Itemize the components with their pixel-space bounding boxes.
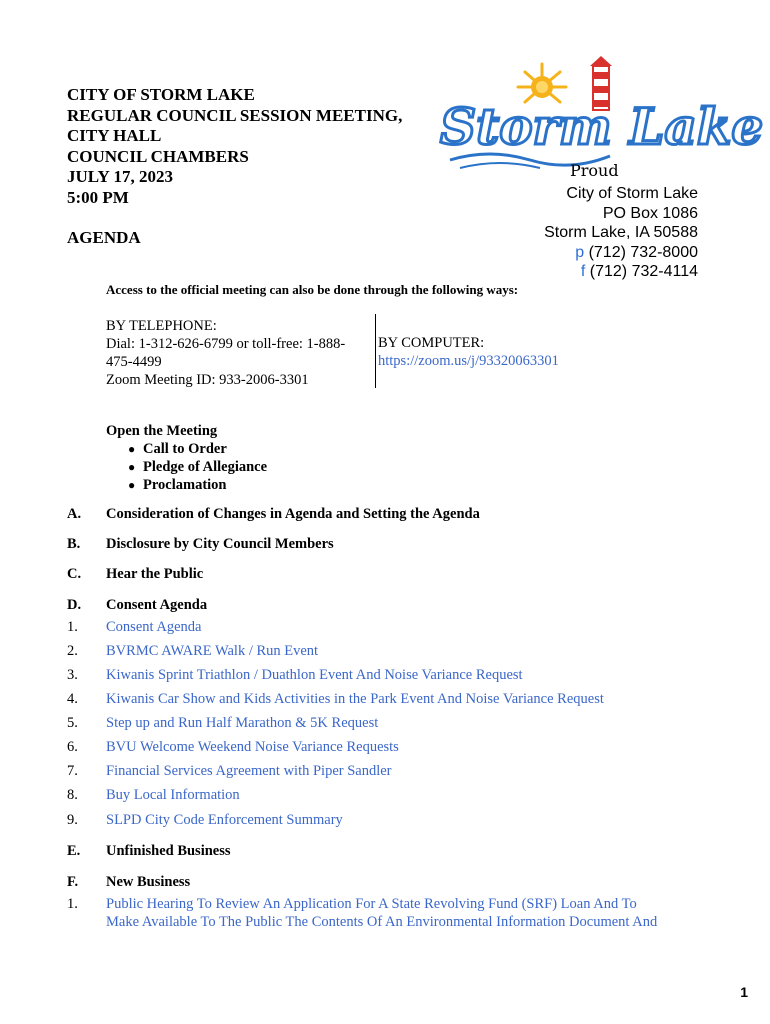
item-number: 6.	[67, 739, 78, 755]
svg-text:Proud: Proud	[570, 161, 619, 180]
item-link[interactable]: Financial Services Agreement with Piper Sandler	[106, 763, 392, 779]
item-link[interactable]: Consent Agenda	[106, 619, 202, 635]
item-link[interactable]: Kiwanis Car Show and Kids Activities in the Park Event And Noise Variance Request	[106, 691, 604, 707]
item-number: 1.	[67, 896, 78, 912]
section-title: Disclosure by City Council Members	[106, 536, 334, 552]
bullet-icon: ●	[128, 460, 136, 474]
open-meeting-section	[106, 422, 267, 494]
item-number: 8.	[67, 787, 78, 803]
section-title: Hear the Public	[106, 566, 204, 582]
item-link[interactable]: Kiwanis Sprint Triathlon / Duathlon Event And Noise Variance Request	[106, 667, 523, 683]
fax-line	[544, 262, 698, 282]
list-item-text: Call to Order	[143, 441, 227, 457]
section-letter: D.	[67, 597, 82, 613]
item-link[interactable]: SLPD City Code Enforcement Summary	[106, 812, 343, 828]
section-title: New Business	[106, 874, 191, 890]
item-number: 4.	[67, 691, 78, 707]
list-item	[106, 458, 267, 476]
svg-text:Storm Lake: Storm Lake	[440, 97, 764, 156]
list-item-text: Proclamation	[143, 477, 227, 493]
item-number: 7.	[67, 763, 78, 779]
open-meeting-list	[106, 440, 267, 494]
item-link[interactable]: BVU Welcome Weekend Noise Variance Requests	[106, 739, 399, 755]
phone-line	[544, 243, 698, 263]
item-link[interactable]: Buy Local Information	[106, 787, 240, 803]
city-address	[544, 184, 698, 282]
section-letter: B.	[67, 536, 81, 552]
section-letter: C.	[67, 566, 82, 582]
address-line-city: Storm Lake, IA 50588	[544, 224, 698, 241]
title-line-hall: CITY HALL	[67, 126, 162, 145]
section-title: Consent Agenda	[106, 597, 208, 613]
title-line-time: 5:00 PM	[67, 187, 129, 207]
phone-label: p	[575, 243, 585, 261]
item-number: 9.	[67, 812, 78, 828]
address-line-pobox: PO Box 1086	[602, 204, 698, 222]
bullet-icon: ●	[128, 442, 136, 456]
section-letter: E.	[67, 843, 81, 859]
phone-number: (712) 732-8000	[588, 243, 698, 261]
computer-access	[378, 334, 559, 370]
list-item-text: Pledge of Allegiance	[143, 459, 268, 475]
computer-heading: BY COMPUTER:	[378, 335, 485, 351]
item-link[interactable]: Step up and Run Half Marathon & 5K Request	[106, 715, 379, 731]
item-number: 2.	[67, 643, 78, 659]
telephone-dial-line1: Dial: 1-312-626-6799 or toll-free: 1-888-	[106, 336, 346, 352]
meeting-title-block	[67, 85, 402, 208]
storm-lake-logo-graphic	[430, 52, 764, 182]
bullet-icon: ●	[128, 478, 136, 492]
item-number: 1.	[67, 619, 78, 635]
telephone-heading: BY TELEPHONE:	[106, 318, 217, 334]
title-line-session: REGULAR COUNCIL SESSION MEETING,	[67, 105, 403, 125]
storm-lake-logo	[430, 52, 764, 182]
item-number: 3.	[67, 667, 78, 683]
item-link-continued[interactable]: Make Available To The Public The Contents Of An Environmental Information Document And	[106, 914, 658, 930]
item-link[interactable]: Public Hearing To Review An Application For A State Revolving Fund (SRF) Loan And To	[106, 896, 637, 912]
page-number: 1	[740, 984, 748, 1000]
zoom-link[interactable]: https://zoom.us/j/93320063301	[378, 353, 559, 369]
list-item	[106, 476, 267, 494]
list-item	[106, 440, 267, 458]
section-title: Consideration of Changes in Agenda and Setting the Agenda	[106, 506, 480, 522]
telephone-dial-line2: 475-4499	[106, 354, 162, 370]
access-note: Access to the official meeting can also be done through the following ways:	[106, 282, 519, 297]
address-line-name: City of Storm Lake	[566, 185, 698, 202]
item-link[interactable]: BVRMC AWARE Walk / Run Event	[106, 643, 319, 659]
open-meeting-heading: Open the Meeting	[106, 423, 218, 439]
fax-label: f	[580, 263, 586, 280]
telephone-access	[106, 317, 368, 389]
title-line-city: CITY OF STORM LAKE	[67, 85, 255, 104]
section-letter: A.	[67, 506, 82, 522]
fax-number: (712) 732-4114	[589, 263, 698, 280]
section-title: Unfinished Business	[106, 843, 231, 859]
title-line-chambers: COUNCIL CHAMBERS	[67, 146, 249, 166]
title-line-date: JULY 17, 2023	[67, 167, 173, 186]
zoom-meeting-id: Zoom Meeting ID: 933-2006-3301	[106, 372, 309, 388]
section-letter: F.	[67, 874, 79, 890]
agenda-heading: AGENDA	[67, 228, 141, 247]
column-divider	[375, 314, 376, 388]
item-number: 5.	[67, 715, 78, 731]
